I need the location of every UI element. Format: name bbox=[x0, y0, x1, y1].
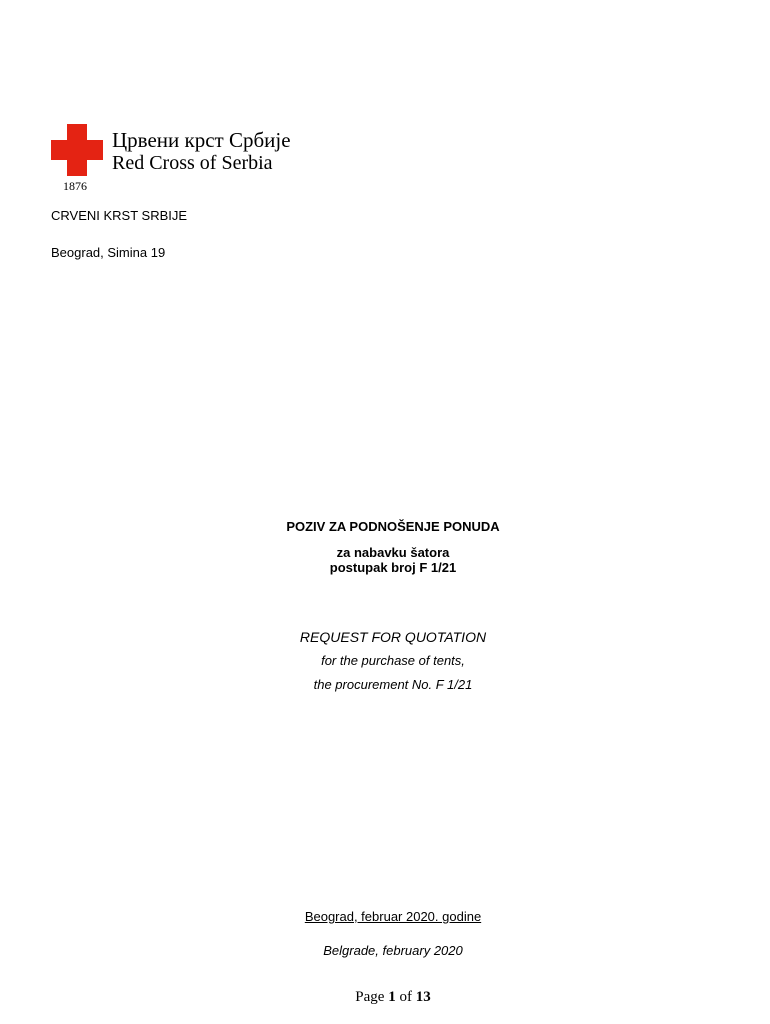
page-footer bbox=[0, 988, 770, 1006]
footer-page-total: 13 bbox=[415, 989, 431, 1005]
title-english-procedure: the procurement No. F 1/21 bbox=[313, 677, 473, 692]
title-english-heading: REQUEST FOR QUOTATION bbox=[299, 629, 487, 645]
footer-of-word: of bbox=[399, 989, 412, 1005]
logo-name-english: Red Cross of Serbia bbox=[112, 152, 273, 174]
title-english-subject: for the purchase of tents, bbox=[321, 653, 465, 668]
red-cross-icon bbox=[51, 124, 103, 176]
title-serbian-heading: POZIV ZA PODNOŠENJE PONUDA bbox=[286, 519, 500, 534]
logo-name-cyrillic: Црвени крст Србије bbox=[112, 128, 291, 152]
title-serbian-procedure: postupak broj F 1/21 bbox=[329, 560, 457, 575]
logo-year: 1876 bbox=[63, 179, 87, 193]
footer-page-word: Page bbox=[355, 989, 385, 1005]
place-date-serbian: Beograd, februar 2020. godine bbox=[304, 909, 482, 924]
title-serbian-subject: za nabavku šatora bbox=[336, 545, 450, 560]
place-date-english: Belgrade, february 2020 bbox=[323, 943, 463, 958]
sender-address: Beograd, Simina 19 bbox=[51, 245, 166, 260]
sender-org-name: CRVENI KRST SRBIJE bbox=[51, 208, 188, 223]
footer-page-current: 1 bbox=[388, 989, 396, 1005]
red-cross-logo bbox=[51, 124, 311, 196]
